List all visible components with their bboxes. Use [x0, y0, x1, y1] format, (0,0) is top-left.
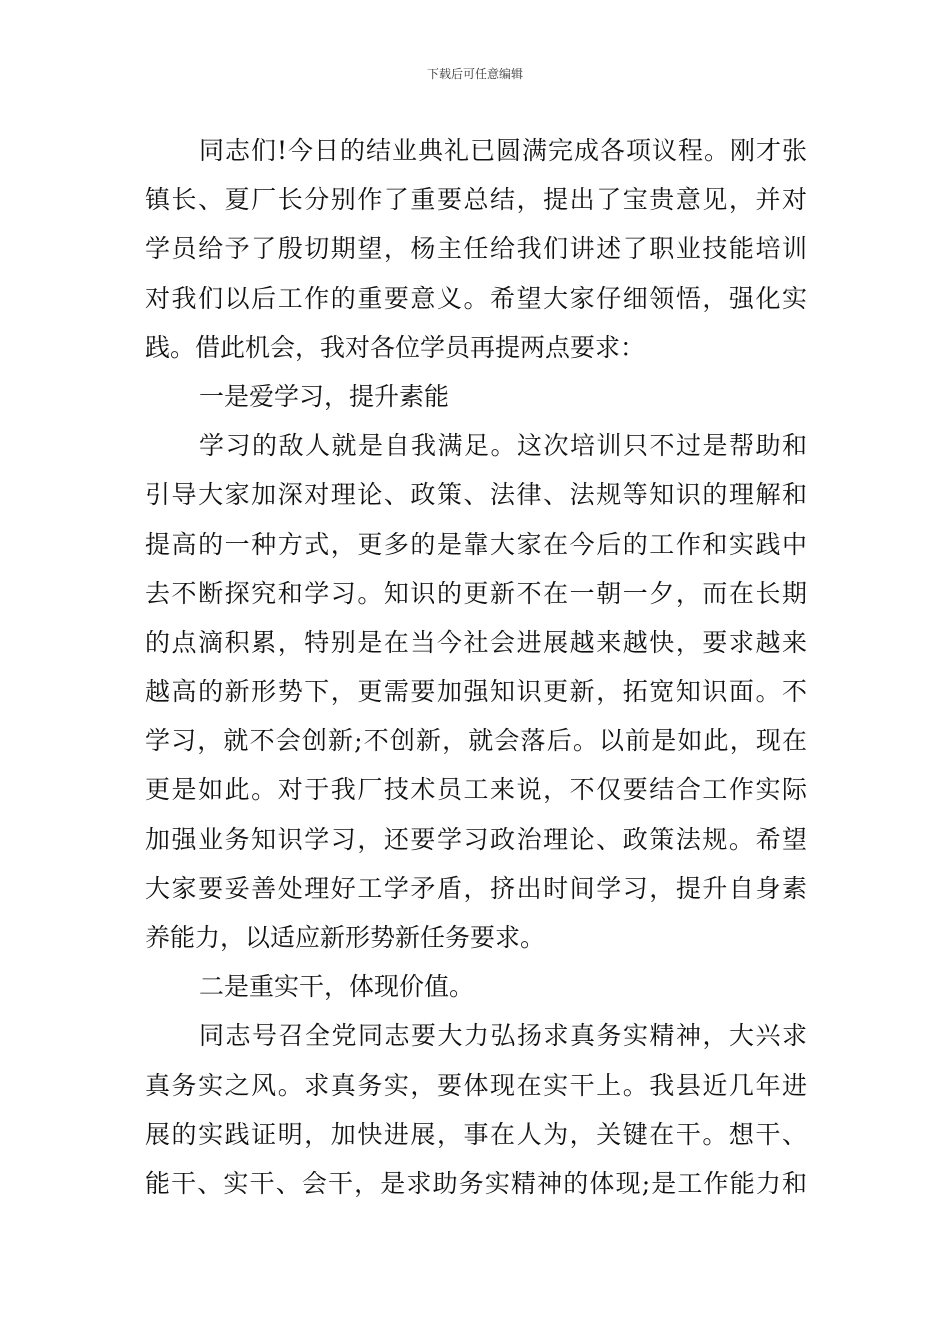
- page-header: 下载后可任意编辑: [426, 67, 523, 81]
- text-line-15: 加强业务知识学习，还要学习政治理论、政策法规。希望: [145, 824, 807, 854]
- text-line-2: 镇长、夏厂长分别作了重要总结，提出了宝贵意见，并对: [145, 185, 807, 215]
- text-line-1: 同志们!今日的结业典礼已圆满完成各项议程。刚才张: [199, 136, 807, 165]
- text-line-10: 去不断探究和学习。知识的更新不在一朝一夕，而在长期: [145, 578, 807, 608]
- text-line-22: 能干、实干、会干，是求助务实精神的体现;是工作能力和: [145, 1168, 807, 1198]
- text-line-16: 大家要妥善处理好工学矛盾，挤出时间学习，提升自身素: [145, 873, 807, 903]
- section-heading-1: 一是爱学习，提升素能: [199, 381, 450, 411]
- text-line-21: 展的实践证明，加快进展，事在人为，关键在干。想干、: [145, 1119, 807, 1149]
- text-line-20: 真务实之风。求真务实，要体现在实干上。我县近几年进: [145, 1070, 807, 1100]
- text-line-4: 对我们以后工作的重要意义。希望大家仔细领悟，强化实: [145, 283, 807, 313]
- text-line-7: 学习的敌人就是自我满足。这次培训只不过是帮助和: [199, 431, 807, 461]
- section-heading-2: 二是重实干，体现价值。: [199, 972, 475, 1002]
- text-line-13: 学习，就不会创新;不创新，就会落后。以前是如此，现在: [145, 726, 807, 756]
- text-line-11: 的点滴积累，特别是在当今社会进展越来越快，要求越来: [145, 627, 807, 657]
- text-line-3: 学员给予了殷切期望，杨主任给我们讲述了职业技能培训: [145, 234, 807, 264]
- text-line-5: 践。借此机会，我对各位学员再提两点要求：: [145, 332, 646, 362]
- text-line-9: 提高的一种方式，更多的是靠大家在今后的工作和实践中: [145, 529, 807, 559]
- text-line-19: 同志号召全党同志要大力弘扬求真务实精神，大兴求: [199, 1021, 807, 1051]
- text-line-8: 引导大家加深对理论、政策、法律、法规等知识的理解和: [145, 480, 807, 510]
- text-line-17: 养能力，以适应新形势新任务要求。: [145, 923, 546, 952]
- text-line-14: 更是如此。对于我厂技术员工来说，不仅要结合工作实际: [145, 775, 807, 805]
- text-line-12: 越高的新形势下，更需要加强知识更新，拓宽知识面。不: [145, 677, 807, 707]
- document-body: [145, 126, 807, 1208]
